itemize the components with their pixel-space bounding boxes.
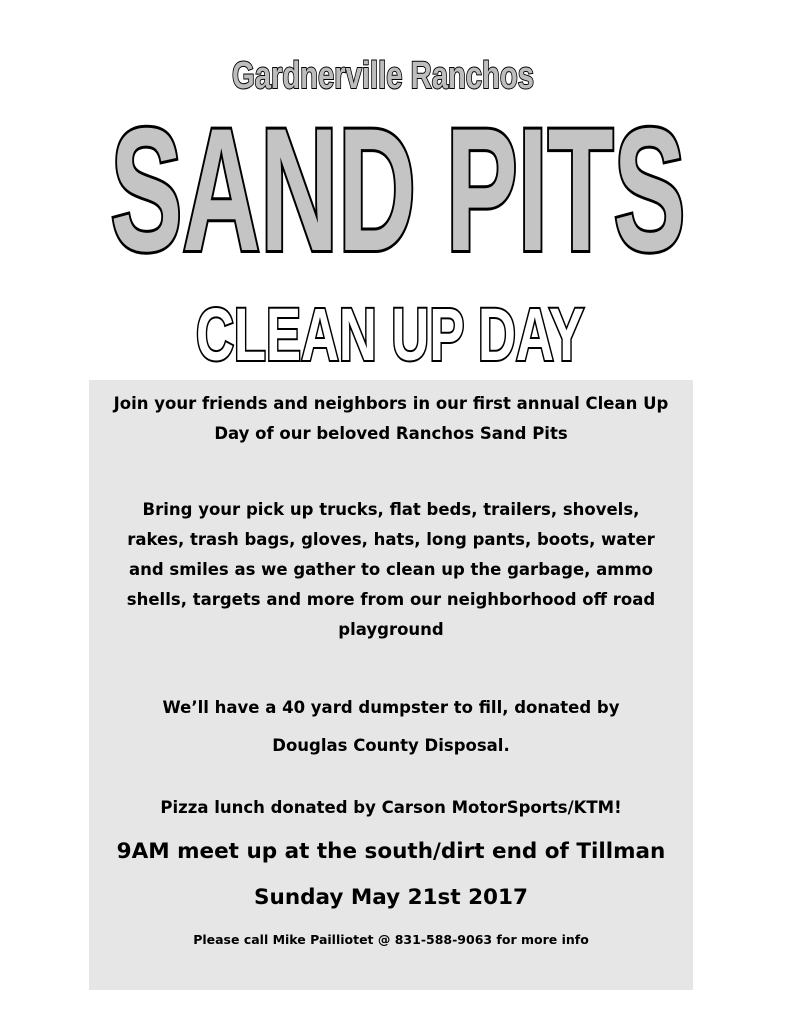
intro-line-1: Join your friends and neighbors in our first annual Clean Up bbox=[113, 394, 669, 413]
bring-line-2: rakes, trash bags, gloves, hats, long pants, boots, water bbox=[127, 530, 655, 549]
pizza-note: Pizza lunch donated by Carson MotorSports/KTM! bbox=[160, 798, 622, 817]
bring-line-1: Bring your pick up trucks, flat beds, trailers, shovels, bbox=[142, 500, 640, 519]
event-date: Sunday May 21st 2017 bbox=[254, 885, 528, 910]
contact-info: Please call Mike Pailliotet @ 831-588-9063 for more info bbox=[193, 932, 589, 947]
flyer-heading bbox=[0, 0, 800, 380]
flyer-tagline: CLEAN UP DAY bbox=[196, 293, 584, 376]
bring-line-3: and smiles as we gather to clean up the garbage, ammo bbox=[128, 560, 654, 579]
bring-line-4: shells, targets and more from our neighborhood off road bbox=[126, 590, 656, 609]
dumpster-line-2: Douglas County Disposal. bbox=[272, 736, 510, 755]
flyer-title: SAND PITS bbox=[110, 93, 686, 288]
details-panel bbox=[89, 380, 693, 990]
bring-line-5: playground bbox=[338, 620, 444, 639]
flyer-subtitle: Gardnerville Ranchos bbox=[232, 55, 534, 97]
dumpster-line-1: We’ll have a 40 yard dumpster to fill, donated by bbox=[162, 698, 620, 717]
meetup-location: 9AM meet up at the south/dirt end of Tillman bbox=[116, 839, 666, 864]
intro-line-2: Day of our beloved Ranchos Sand Pits bbox=[214, 424, 568, 443]
